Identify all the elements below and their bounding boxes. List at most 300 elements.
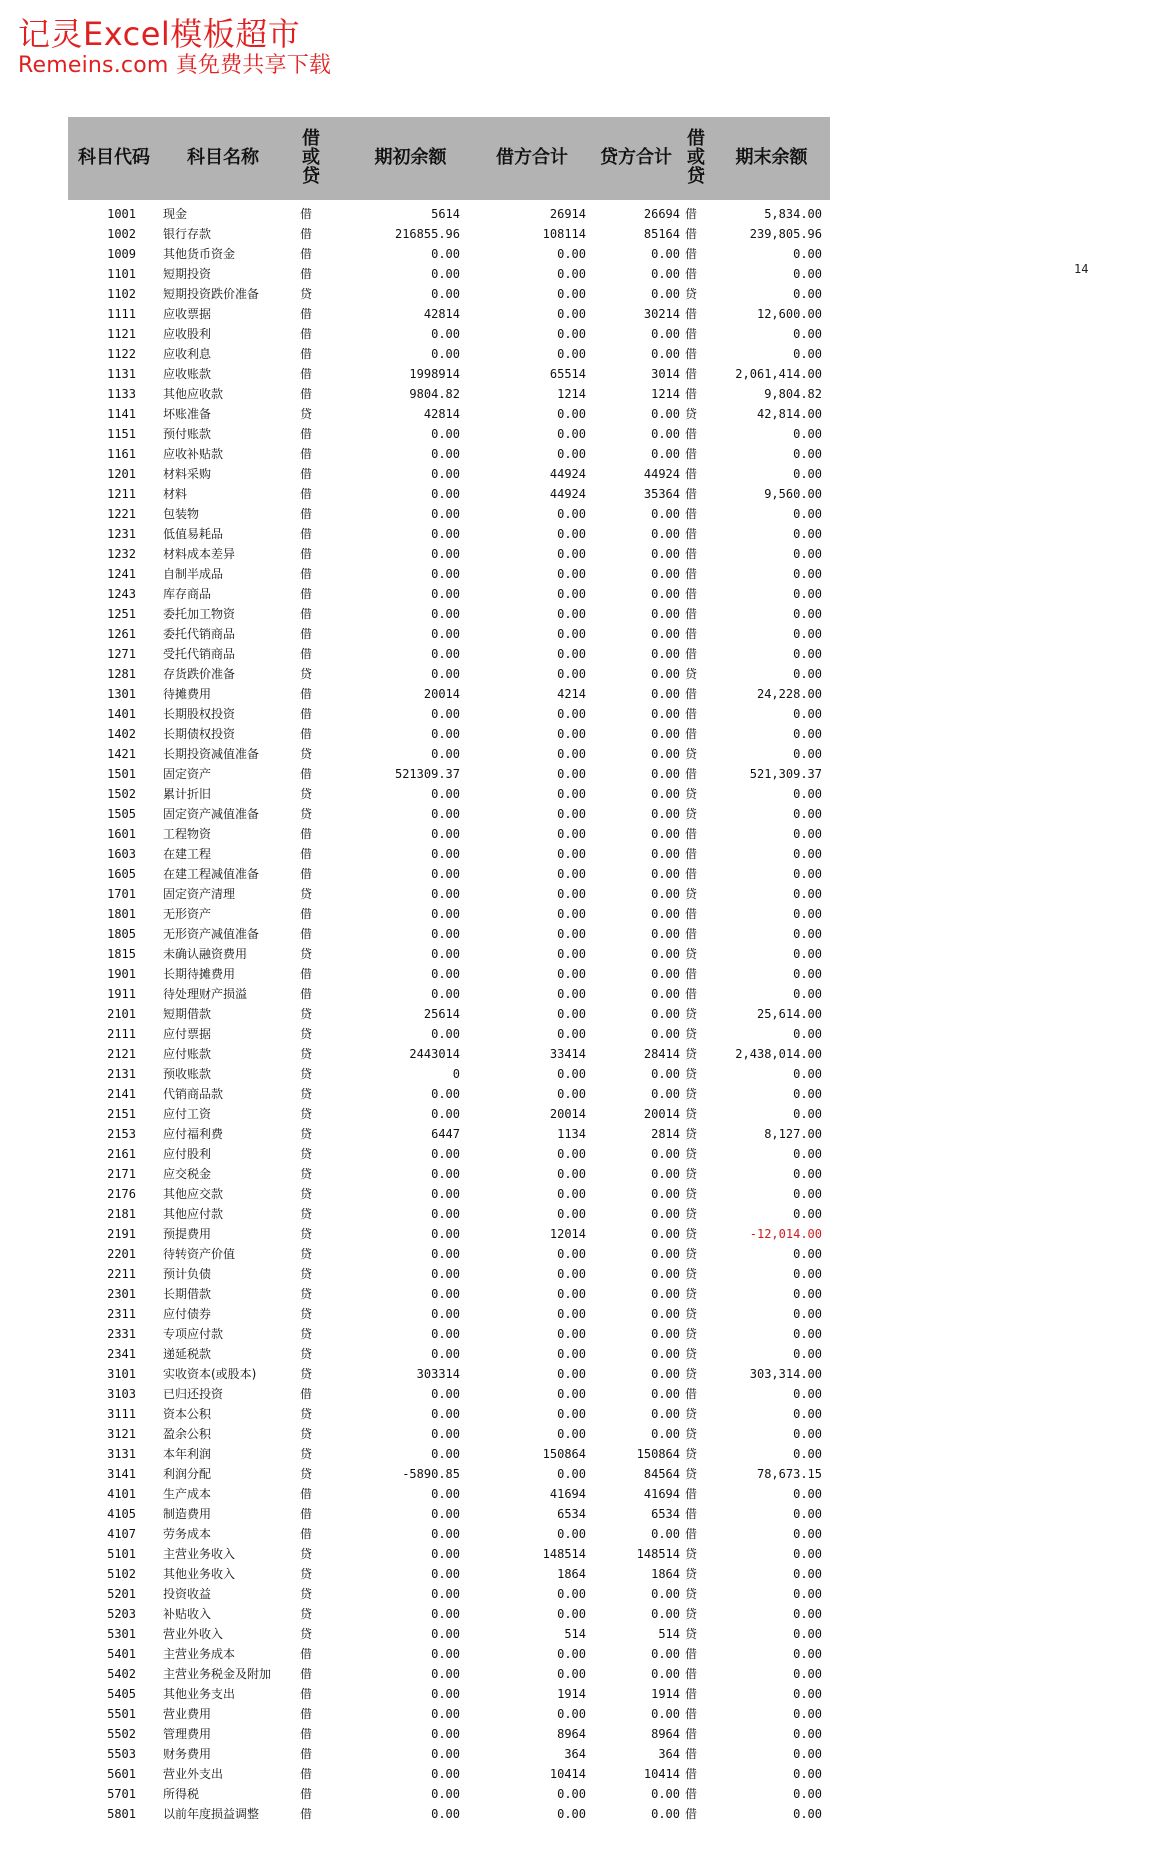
account-name: 其他货币资金 <box>163 247 236 261</box>
opening-balance: 0.00 <box>431 1167 460 1181</box>
closing-direction: 借 <box>685 1647 698 1661</box>
account-code: 5501 <box>107 1707 136 1721</box>
credit-total: 0.00 <box>651 887 680 901</box>
account-code: 1211 <box>107 487 136 501</box>
account-name: 代销商品款 <box>163 1087 224 1101</box>
credit-total: 148514 <box>636 1547 680 1561</box>
credit-total: 0.00 <box>651 567 680 581</box>
credit-total: 0.00 <box>651 1167 680 1181</box>
account-code: 2311 <box>107 1307 136 1321</box>
table-body <box>68 204 830 1824</box>
brand-title: 记灵Excel模板超市 <box>18 15 301 53</box>
closing-balance: 2,061,414.00 <box>735 367 822 381</box>
account-code: 1141 <box>107 407 136 421</box>
account-name: 预付账款 <box>163 427 212 441</box>
account-code: 2151 <box>107 1107 136 1121</box>
table-row <box>68 1044 830 1064</box>
account-name: 专项应付款 <box>163 1327 224 1341</box>
table-row <box>68 1544 830 1564</box>
opening-direction: 借 <box>300 627 313 641</box>
debit-total: 0.00 <box>557 327 586 341</box>
credit-total: 0.00 <box>651 787 680 801</box>
credit-total: 0.00 <box>651 547 680 561</box>
opening-direction: 借 <box>300 587 313 601</box>
opening-direction: 贷 <box>300 1167 313 1181</box>
closing-direction: 借 <box>685 227 698 241</box>
table-row <box>68 1664 830 1684</box>
opening-direction: 借 <box>300 1527 313 1541</box>
table-row <box>68 764 830 784</box>
account-code: 5503 <box>107 1747 136 1761</box>
account-name: 其他应交款 <box>163 1187 224 1201</box>
opening-balance: 0.00 <box>431 1027 460 1041</box>
debit-total: 0.00 <box>557 947 586 961</box>
opening-balance: 0.00 <box>431 1707 460 1721</box>
debit-total: 0.00 <box>557 1067 586 1081</box>
credit-total: 364 <box>658 1747 680 1761</box>
account-code: 5301 <box>107 1627 136 1641</box>
account-name: 在建工程减值准备 <box>163 867 260 881</box>
table-row <box>68 1024 830 1044</box>
closing-direction: 贷 <box>685 1267 698 1281</box>
closing-direction: 借 <box>685 847 698 861</box>
closing-direction: 借 <box>685 767 698 781</box>
table-row <box>68 784 830 804</box>
credit-total: 41694 <box>643 1487 680 1501</box>
account-code: 5201 <box>107 1587 136 1601</box>
account-name: 应付票据 <box>163 1027 212 1041</box>
account-name: 以前年度损益调整 <box>163 1807 260 1821</box>
credit-total: 8964 <box>651 1727 680 1741</box>
debit-total: 0.00 <box>557 347 586 361</box>
account-name: 在建工程 <box>163 847 212 861</box>
closing-direction: 贷 <box>685 1067 698 1081</box>
account-name: 投资收益 <box>163 1587 212 1601</box>
closing-direction: 贷 <box>685 1327 698 1341</box>
opening-balance: 0.00 <box>431 1347 460 1361</box>
closing-direction: 贷 <box>685 1347 698 1361</box>
debit-total: 1864 <box>557 1567 586 1581</box>
closing-balance: 0.00 <box>793 1207 822 1221</box>
opening-direction: 借 <box>300 867 313 881</box>
trial-balance-sheet <box>68 117 830 1824</box>
table-row <box>68 1704 830 1724</box>
closing-balance: 0.00 <box>793 1567 822 1581</box>
opening-direction: 贷 <box>300 1207 313 1221</box>
account-name: 应交税金 <box>163 1167 212 1181</box>
header-name: 科目名称 <box>187 147 259 169</box>
opening-direction: 借 <box>300 527 313 541</box>
closing-balance: 0.00 <box>793 347 822 361</box>
opening-balance: 0.00 <box>431 747 460 761</box>
opening-direction: 贷 <box>300 1007 313 1021</box>
closing-direction: 贷 <box>685 1127 698 1141</box>
account-name: 银行存款 <box>163 227 212 241</box>
closing-direction: 借 <box>685 1747 698 1761</box>
table-row <box>68 1164 830 1184</box>
opening-balance: 0.00 <box>431 1447 460 1461</box>
credit-total: 26694 <box>643 207 680 221</box>
closing-direction: 借 <box>685 987 698 1001</box>
closing-balance: 0.00 <box>793 947 822 961</box>
closing-balance: 0.00 <box>793 447 822 461</box>
opening-balance: 5614 <box>431 207 460 221</box>
credit-total: 1914 <box>651 1687 680 1701</box>
opening-balance: 0.00 <box>431 1527 460 1541</box>
closing-balance: 0.00 <box>793 747 822 761</box>
opening-balance: 0.00 <box>431 527 460 541</box>
debit-total: 0.00 <box>557 1467 586 1481</box>
debit-total: 0.00 <box>557 807 586 821</box>
opening-direction: 借 <box>300 547 313 561</box>
credit-total: 0.00 <box>651 447 680 461</box>
credit-total: 0.00 <box>651 1647 680 1661</box>
closing-direction: 贷 <box>685 1247 698 1261</box>
closing-balance: 0.00 <box>793 1027 822 1041</box>
opening-direction: 贷 <box>300 1267 313 1281</box>
debit-total: 0.00 <box>557 647 586 661</box>
table-row <box>68 1564 830 1584</box>
debit-total: 150864 <box>542 1447 586 1461</box>
credit-total: 0.00 <box>651 747 680 761</box>
opening-direction: 借 <box>300 507 313 521</box>
debit-total: 0.00 <box>557 867 586 881</box>
debit-total: 0.00 <box>557 1007 586 1021</box>
credit-total: 0.00 <box>651 1307 680 1321</box>
table-row <box>68 744 830 764</box>
account-code: 1151 <box>107 427 136 441</box>
closing-direction: 贷 <box>685 1467 698 1481</box>
table-row <box>68 524 830 544</box>
closing-balance: 0.00 <box>793 1347 822 1361</box>
opening-direction: 借 <box>300 927 313 941</box>
account-name: 材料采购 <box>163 467 212 481</box>
account-code: 2211 <box>107 1267 136 1281</box>
table-row <box>68 1424 830 1444</box>
opening-direction: 贷 <box>300 1347 313 1361</box>
account-name: 递延税款 <box>163 1347 212 1361</box>
account-name: 应收账款 <box>163 367 212 381</box>
closing-balance: 0.00 <box>793 927 822 941</box>
debit-total: 0.00 <box>557 547 586 561</box>
opening-balance: 0.00 <box>431 1607 460 1621</box>
credit-total: 0.00 <box>651 1347 680 1361</box>
credit-total: 0.00 <box>651 647 680 661</box>
account-code: 1501 <box>107 767 136 781</box>
account-name: 待转资产价值 <box>163 1247 236 1261</box>
closing-direction: 借 <box>685 1727 698 1741</box>
table-row <box>68 1084 830 1104</box>
table-row <box>68 1104 830 1124</box>
debit-total: 0.00 <box>557 907 586 921</box>
debit-total: 26914 <box>549 207 586 221</box>
closing-balance: 12,600.00 <box>756 307 822 321</box>
debit-total: 0.00 <box>557 1587 586 1601</box>
debit-total: 0.00 <box>557 747 586 761</box>
opening-direction: 贷 <box>300 407 313 421</box>
credit-total: 85164 <box>643 227 680 241</box>
table-row <box>68 1004 830 1024</box>
table-row <box>68 824 830 844</box>
closing-balance: 0.00 <box>793 607 822 621</box>
closing-balance: 0.00 <box>793 587 822 601</box>
header-direction-1-char-1: 借 <box>302 128 320 150</box>
closing-balance: 0.00 <box>793 267 822 281</box>
table-row <box>68 1644 830 1664</box>
closing-direction: 贷 <box>685 747 698 761</box>
table-row <box>68 884 830 904</box>
credit-total: 0.00 <box>651 1147 680 1161</box>
opening-direction: 借 <box>300 607 313 621</box>
table-row <box>68 364 830 384</box>
closing-direction: 借 <box>685 567 698 581</box>
account-name: 自制半成品 <box>163 567 224 581</box>
opening-direction: 借 <box>300 1787 313 1801</box>
opening-balance: 0.00 <box>431 967 460 981</box>
table-row <box>68 444 830 464</box>
closing-balance: 0.00 <box>793 1267 822 1281</box>
closing-balance: 0.00 <box>793 327 822 341</box>
account-code: 1801 <box>107 907 136 921</box>
account-name: 利润分配 <box>163 1467 212 1481</box>
credit-total: 0.00 <box>651 1087 680 1101</box>
opening-direction: 借 <box>300 1667 313 1681</box>
closing-balance: 0.00 <box>793 1787 822 1801</box>
account-name: 受托代销商品 <box>163 647 236 661</box>
debit-total: 10414 <box>549 1767 586 1781</box>
table-row <box>68 1504 830 1524</box>
closing-balance: 0.00 <box>793 1527 822 1541</box>
debit-total: 0.00 <box>557 587 586 601</box>
table-row <box>68 1804 830 1824</box>
table-row <box>68 684 830 704</box>
closing-direction: 贷 <box>685 1307 698 1321</box>
opening-direction: 借 <box>300 767 313 781</box>
credit-total: 0.00 <box>651 807 680 821</box>
closing-balance: 0.00 <box>793 827 822 841</box>
closing-balance: 239,805.96 <box>749 227 822 241</box>
account-name: 管理费用 <box>163 1727 212 1741</box>
account-code: 1122 <box>107 347 136 361</box>
opening-direction: 贷 <box>300 947 313 961</box>
closing-direction: 借 <box>685 587 698 601</box>
table-row <box>68 1524 830 1544</box>
table-row <box>68 1484 830 1504</box>
credit-total: 0.00 <box>651 1427 680 1441</box>
credit-total: 0.00 <box>651 267 680 281</box>
debit-total: 0.00 <box>557 967 586 981</box>
opening-balance: 0.00 <box>431 1647 460 1661</box>
closing-direction: 借 <box>685 1507 698 1521</box>
account-code: 1301 <box>107 687 136 701</box>
opening-balance: 0.00 <box>431 487 460 501</box>
closing-balance: -12,014.00 <box>749 1227 822 1241</box>
debit-total: 33414 <box>549 1047 586 1061</box>
closing-balance: 0.00 <box>793 807 822 821</box>
account-code: 3101 <box>107 1367 136 1381</box>
account-code: 1241 <box>107 567 136 581</box>
debit-total: 0.00 <box>557 1607 586 1621</box>
header-code: 科目代码 <box>78 147 150 169</box>
account-code: 1502 <box>107 787 136 801</box>
credit-total: 3014 <box>651 367 680 381</box>
closing-direction: 借 <box>685 487 698 501</box>
closing-direction: 借 <box>685 207 698 221</box>
opening-direction: 借 <box>300 1727 313 1741</box>
opening-balance: 0.00 <box>431 1747 460 1761</box>
debit-total: 20014 <box>549 1107 586 1121</box>
credit-total: 0.00 <box>651 627 680 641</box>
closing-direction: 借 <box>685 427 698 441</box>
header-direction-1-char-3: 贷 <box>302 165 320 187</box>
opening-balance: 0.00 <box>431 1687 460 1701</box>
account-name: 长期股权投资 <box>163 707 236 721</box>
account-name: 应收票据 <box>163 307 212 321</box>
account-code: 1002 <box>107 227 136 241</box>
account-code: 1605 <box>107 867 136 881</box>
closing-balance: 0.00 <box>793 867 822 881</box>
account-name: 工程物资 <box>163 827 212 841</box>
closing-balance: 0.00 <box>793 1287 822 1301</box>
table-row <box>68 304 830 324</box>
opening-direction: 贷 <box>300 1247 313 1261</box>
credit-total: 6534 <box>651 1507 680 1521</box>
opening-balance: 9804.82 <box>409 387 460 401</box>
account-code: 1121 <box>107 327 136 341</box>
opening-direction: 贷 <box>300 1187 313 1201</box>
header-direction-2-char-2: 或 <box>687 147 705 169</box>
debit-total: 0.00 <box>557 927 586 941</box>
credit-total: 20014 <box>643 1107 680 1121</box>
opening-balance: 0.00 <box>431 1567 460 1581</box>
account-name: 主营业务收入 <box>163 1547 236 1561</box>
closing-direction: 借 <box>685 447 698 461</box>
opening-direction: 借 <box>300 1687 313 1701</box>
credit-total: 0.00 <box>651 1247 680 1261</box>
debit-total: 0.00 <box>557 1207 586 1221</box>
opening-direction: 贷 <box>300 1627 313 1641</box>
opening-balance: 0.00 <box>431 907 460 921</box>
table-row <box>68 1444 830 1464</box>
debit-total: 0.00 <box>557 627 586 641</box>
closing-balance: 0.00 <box>793 1147 822 1161</box>
opening-direction: 借 <box>300 387 313 401</box>
table-row <box>68 1064 830 1084</box>
opening-balance: 0.00 <box>431 1547 460 1561</box>
credit-total: 0.00 <box>651 587 680 601</box>
opening-balance: 0.00 <box>431 1787 460 1801</box>
account-code: 1001 <box>107 207 136 221</box>
account-name: 应收股利 <box>163 327 212 341</box>
closing-direction: 借 <box>685 907 698 921</box>
table-row <box>68 1264 830 1284</box>
debit-total: 65514 <box>549 367 586 381</box>
closing-direction: 借 <box>685 627 698 641</box>
table-row <box>68 344 830 364</box>
debit-total: 8964 <box>557 1727 586 1741</box>
account-code: 2331 <box>107 1327 136 1341</box>
table-row <box>68 1744 830 1764</box>
debit-total: 6534 <box>557 1507 586 1521</box>
credit-total: 0.00 <box>651 727 680 741</box>
account-code: 3121 <box>107 1427 136 1441</box>
closing-balance: 0.00 <box>793 1607 822 1621</box>
account-name: 低值易耗品 <box>163 527 224 541</box>
closing-direction: 借 <box>685 927 698 941</box>
debit-total: 0.00 <box>557 1647 586 1661</box>
account-name: 坏账准备 <box>163 407 212 421</box>
opening-balance: 0.00 <box>431 1727 460 1741</box>
closing-balance: 0.00 <box>793 667 822 681</box>
opening-balance: 0.00 <box>431 887 460 901</box>
page-number: 14 <box>1074 262 1089 276</box>
closing-balance: 0.00 <box>793 1767 822 1781</box>
credit-total: 0.00 <box>651 707 680 721</box>
brand-watermark <box>18 15 332 78</box>
closing-direction: 借 <box>685 1807 698 1821</box>
opening-direction: 借 <box>300 307 313 321</box>
debit-total: 514 <box>564 1627 586 1641</box>
closing-direction: 借 <box>685 1767 698 1781</box>
closing-direction: 借 <box>685 647 698 661</box>
debit-total: 0.00 <box>557 407 586 421</box>
closing-balance: 0.00 <box>793 1667 822 1681</box>
account-name: 劳务成本 <box>163 1527 212 1541</box>
table-row <box>68 564 830 584</box>
account-code: 1161 <box>107 447 136 461</box>
opening-balance: 0.00 <box>431 927 460 941</box>
account-code: 1603 <box>107 847 136 861</box>
credit-total: 0.00 <box>651 247 680 261</box>
account-name: 其他业务收入 <box>163 1567 236 1581</box>
table-row <box>68 244 830 264</box>
account-code: 1101 <box>107 267 136 281</box>
account-name: 委托代销商品 <box>163 627 236 641</box>
credit-total: 0.00 <box>651 327 680 341</box>
account-name: 短期投资 <box>163 267 212 281</box>
account-code: 1402 <box>107 727 136 741</box>
debit-total: 0.00 <box>557 727 586 741</box>
account-code: 1131 <box>107 367 136 381</box>
closing-direction: 贷 <box>685 667 698 681</box>
debit-total: 0.00 <box>557 1087 586 1101</box>
opening-balance: 0.00 <box>431 987 460 1001</box>
debit-total: 0.00 <box>557 1307 586 1321</box>
table-row <box>68 324 830 344</box>
credit-total: 0.00 <box>651 407 680 421</box>
table-row <box>68 1724 830 1744</box>
opening-balance: 0.00 <box>431 1767 460 1781</box>
account-code: 4101 <box>107 1487 136 1501</box>
credit-total: 150864 <box>636 1447 680 1461</box>
closing-balance: 42,814.00 <box>756 407 822 421</box>
header-credit-total: 贷方合计 <box>600 147 672 169</box>
opening-direction: 贷 <box>300 1227 313 1241</box>
opening-direction: 贷 <box>300 747 313 761</box>
account-name: 制造费用 <box>163 1507 212 1521</box>
opening-direction: 贷 <box>300 667 313 681</box>
account-name: 已归还投资 <box>163 1387 224 1401</box>
account-code: 2141 <box>107 1087 136 1101</box>
closing-balance: 0.00 <box>793 1707 822 1721</box>
closing-balance: 0.00 <box>793 1727 822 1741</box>
closing-direction: 贷 <box>685 1407 698 1421</box>
account-code: 1401 <box>107 707 136 721</box>
debit-total: 0.00 <box>557 267 586 281</box>
closing-direction: 借 <box>685 467 698 481</box>
opening-balance: 521309.37 <box>394 767 460 781</box>
credit-total: 0.00 <box>651 1667 680 1681</box>
